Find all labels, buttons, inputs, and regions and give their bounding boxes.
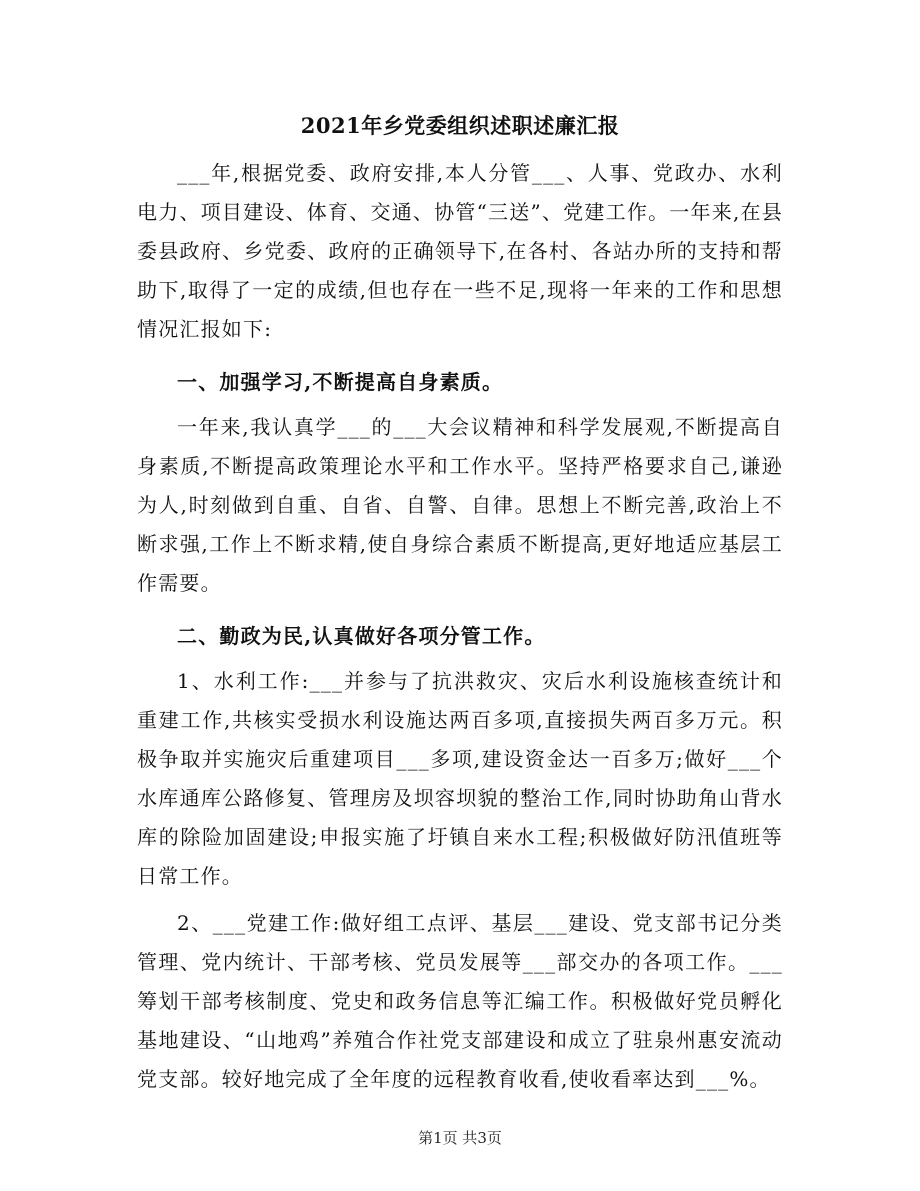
spacer bbox=[137, 896, 783, 904]
section-2-item-2-paragraph: 2、___党建工作:做好组工点评、基层___建设、党支部书记分类管理、党内统计、干部考核、党员发展等___部交办的各项工作。___筹划干部考核制度、党史和政务信息等汇编工作。积极做好党员孵化基地建设、“山地鸡”养殖合作社党支部建设和成立了驻泉州惠安流动党支部。较好地完成了全年度的远程教育收看,使收看率达到___%。 bbox=[137, 911, 783, 1091]
page-footer: 第1页 共3页 bbox=[418, 1129, 502, 1147]
document-page bbox=[137, 98, 783, 1099]
section-heading-1: 一、加强学习,不断提高自身素质。 bbox=[177, 370, 504, 394]
document-title: 2021年乡党委组织述职述廉汇报 bbox=[300, 113, 620, 138]
section-2-item-1-paragraph: 1、水利工作:___并参与了抗洪救灾、灾后水利设施核查统计和重建工作,共核实受损水利设施达两百多项,直接损失两百多万元。积极争取并实施灾后重建项目___多项,建设资金达一百多万;做好___个水库通库公路修复、管理房及坝容坝貌的整治工作,同时协助角山背水库的除险加固建设;申报实施了圩镇自来水工程;积极做好防汛值班等日常工作。 bbox=[137, 669, 783, 888]
section-heading-2: 二、勤政为民,认真做好各项分管工作。 bbox=[177, 624, 546, 648]
spacer bbox=[137, 349, 783, 357]
spacer bbox=[137, 603, 783, 611]
intro-paragraph: ___年,根据党委、政府安排,本人分管___、人事、党政办、水利电力、项目建设、体育、交通、协管“三送”、党建工作。一年来,在县委县政府、乡党委、政府的正确领导下,在各村、各站办所的支持和帮助下,取得了一定的成绩,但也存在一些不足,现将一年来的工作和思想情况汇报如下: bbox=[137, 161, 783, 341]
section-1-paragraph: 一年来,我认真学___的___大会议精神和科学发展观,不断提高自身素质,不断提高政策理论水平和工作水平。坚持严格要求自己,谦逊为人,时刻做到自重、自省、自警、自律。思想上不断完善,政治上不断求强,工作上不断求精,使自身综合素质不断提高,更好地适应基层工作需要。 bbox=[137, 415, 783, 595]
